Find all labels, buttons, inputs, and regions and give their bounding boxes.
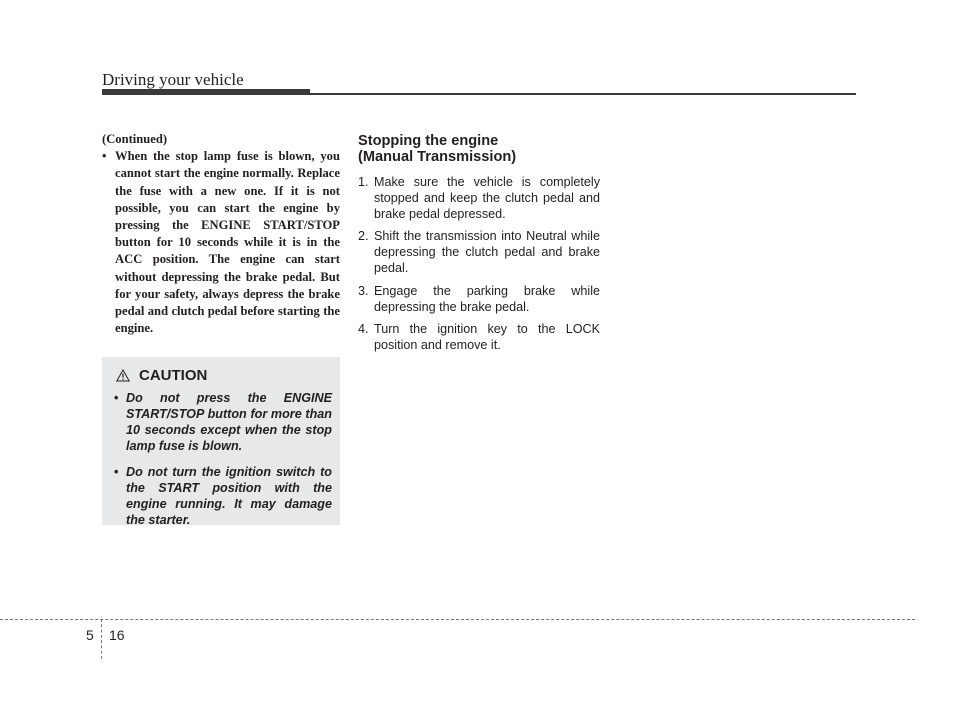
warning-triangle-icon (116, 369, 130, 382)
caution-header (116, 367, 332, 384)
procedure-step (358, 322, 600, 354)
header-rule-thin (310, 93, 856, 95)
caution-item-text: Do not turn the ignition switch to the START position with the engine running. It may damage the starter. (126, 465, 332, 527)
stop-lamp-fuse-text: When the stop lamp fuse is blown, you cannot start the engine normally. Replace the fuse with a new one. If it is not possible, you can start the engine by pressing the ENGINE START/STOP button for 10 seconds while it is in the ACC position. The engine can start without depressing the brake pedal. But for your safety, always depress the brake pedal and clutch pedal before starting the engine. (115, 149, 340, 336)
step-number: 2. (358, 229, 369, 244)
bullet-mark: • (114, 391, 119, 405)
bullet-mark: • (102, 149, 107, 164)
stop-lamp-fuse-paragraph (102, 148, 340, 337)
section-title-line-1: Stopping the engine (358, 133, 499, 149)
procedure-step (358, 229, 600, 276)
right-column (358, 133, 600, 361)
step-text: Engage the parking brake while depressing the brake pedal. (374, 283, 600, 314)
step-number: 4. (358, 322, 369, 337)
footer-divider (101, 619, 102, 659)
section-title-line-2: (Manual Transmission) (358, 149, 517, 165)
procedure-step (358, 284, 600, 316)
bullet-mark: • (114, 465, 119, 479)
continued-label: (Continued) (102, 132, 168, 146)
chapter-number: 5 (86, 627, 94, 643)
caution-item (114, 390, 332, 454)
header-rule-thick (102, 89, 310, 95)
caution-box (102, 357, 340, 525)
footer-rule (0, 619, 915, 620)
step-number: 1. (358, 175, 369, 189)
step-text: Shift the transmission into Neutral while depressing the clutch pedal and brake pedal. (374, 229, 600, 275)
page-number: 16 (109, 627, 125, 643)
caution-item-text: Do not press the ENGINE START/STOP button for more than 10 seconds except when the stop lamp fuse is blown. (126, 391, 332, 453)
section-title (358, 133, 600, 165)
procedure-step (358, 175, 600, 222)
step-text: Turn the ignition key to the LOCK position and remove it. (374, 322, 600, 353)
caution-title: CAUTION (139, 367, 208, 384)
page-header-title: Driving your vehicle (102, 70, 244, 89)
step-number: 3. (358, 283, 369, 298)
step-text: Make sure the vehicle is completely stopped and keep the clutch pedal and brake pedal depressed. (374, 175, 600, 221)
left-column (102, 131, 340, 337)
caution-item (114, 464, 332, 528)
